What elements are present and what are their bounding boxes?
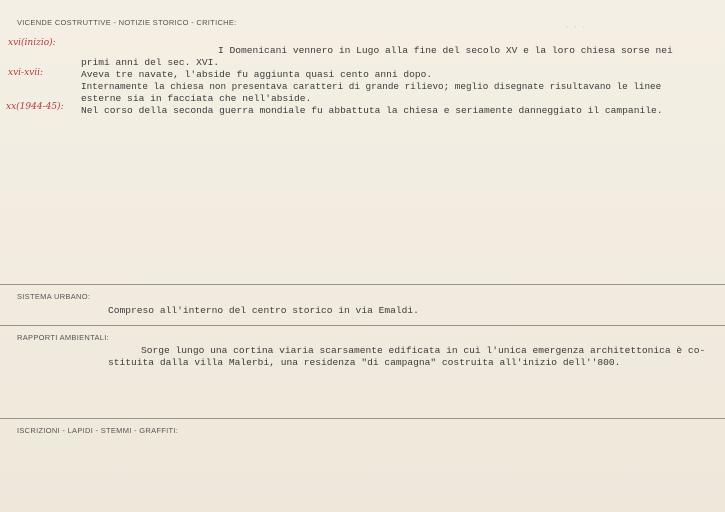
section-label-vicende: VICENDE COSTRUTTIVE - NOTIZIE STORICO - CRITICHE: [17, 18, 237, 27]
section-label-rapporti: RAPPORTI AMBIENTALI: [17, 333, 109, 342]
margin-note-3: xx(1944-45): [6, 102, 64, 112]
margin-note-2: xvi-xvii: [8, 68, 44, 78]
faint-mark: · · · [565, 24, 587, 32]
divider-3 [0, 418, 725, 419]
section-label-iscrizioni: ISCRIZIONI - LAPIDI - STEMMI - GRAFFITI: [17, 426, 179, 435]
divider-1 [0, 284, 725, 285]
section-label-sistema-urbano: SISTEMA URBANO: [17, 292, 91, 301]
history-line-1: I Domenicani vennero in Lugo alla fine del secolo XV e la loro chiesa sorse nei [218, 45, 673, 56]
history-line-3: Aveva tre navate, l'abside fu aggiunta quasi cento anni dopo. [81, 69, 433, 80]
environment-line-1: Sorge lungo una cortina viaria scarsamente edificata in cui l'unica emergenza architettonica è co- [141, 345, 706, 356]
urban-system-text: Compreso all'interno del centro storico in via Emaldi. [108, 305, 419, 316]
history-line-2: primi anni del sec. XVI. [81, 57, 220, 68]
environment-line-2: stituita dalla villa Malerbi, una residenza "di campagna" costruita all'inizio dell''800. [108, 357, 621, 368]
history-line-6: Nel corso della seconda guerra mondiale fu abbattuta la chiesa e seriamente danneggiato il campanile. [81, 105, 663, 116]
divider-2 [0, 325, 725, 326]
margin-note-1: xvi(inizio): [8, 38, 56, 48]
history-line-4: Internamente la chiesa non presentava caratteri di grande rilievo; meglio disegnate risultavano le linee [81, 81, 662, 92]
history-line-5: esterne sia in facciata che nell'abside. [81, 93, 312, 104]
